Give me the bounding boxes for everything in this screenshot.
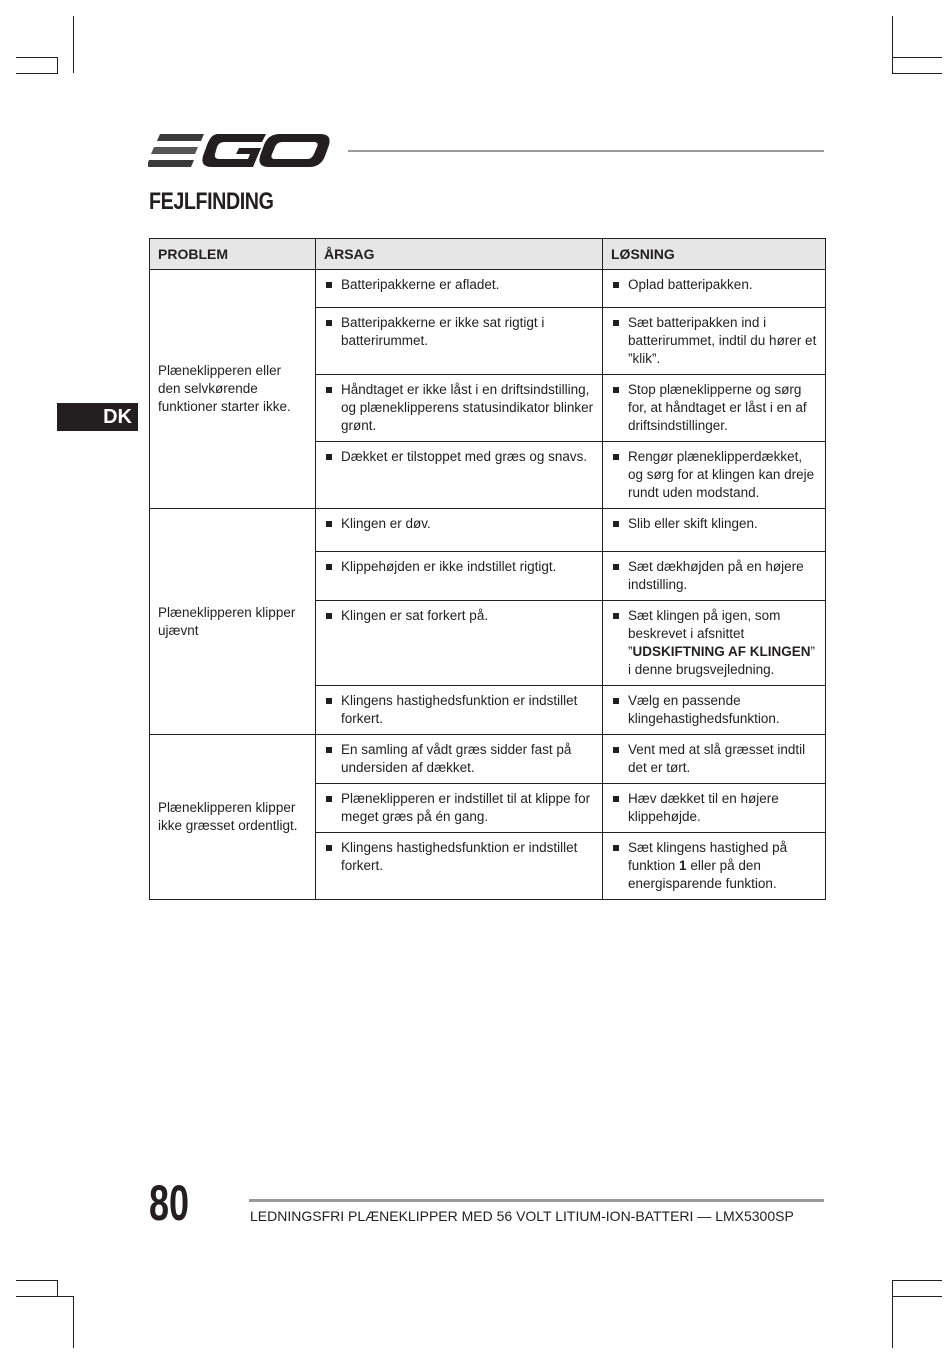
cause-text: Klingens hastighedsfunktion er indstillet forkert. — [341, 840, 578, 873]
function-number: 1 — [679, 858, 687, 873]
section-title: FEJLFINDING — [149, 188, 274, 215]
solution-cell — [603, 552, 826, 601]
bullet-icon — [326, 454, 332, 460]
problem-cell: Plæneklipperen klipper ikke græsset ordentligt. — [150, 735, 316, 900]
language-tab: DK — [57, 403, 138, 431]
bullet-icon — [326, 796, 332, 802]
bullet-icon — [613, 747, 619, 753]
cause-cell — [316, 833, 603, 900]
crop-mark — [73, 1296, 74, 1348]
bullet-icon — [326, 698, 332, 704]
troubleshooting-table-wrapper — [149, 238, 825, 900]
cause-text: Plæneklipperen er indstillet til at klippe for meget græs på én gang. — [341, 791, 591, 824]
bullet-icon — [613, 282, 619, 288]
problem-cell: Plæneklipperen klipper ujævnt — [150, 509, 316, 735]
bullet-icon — [613, 698, 619, 704]
header-cause: ÅRSAG — [316, 239, 603, 270]
crop-mark — [892, 1296, 942, 1297]
problem-cell: Plæneklipperen eller den selvkørende funktioner starter ikke. — [150, 270, 316, 509]
solution-cell — [603, 686, 826, 735]
solution-text: Sæt dækhøjden på en højere indstilling. — [628, 559, 804, 592]
bullet-icon — [613, 320, 619, 326]
header-solution: LØSNING — [603, 239, 826, 270]
cause-cell — [316, 270, 603, 308]
cause-text: Håndtaget er ikke låst i en driftsindstilling, og plæneklipperens statusindikator blinker grønt. — [341, 382, 594, 433]
solution-text-part: Sæt klingens hastighed på funktion — [628, 840, 788, 873]
cause-cell — [316, 509, 603, 552]
bullet-icon — [326, 282, 332, 288]
solution-cell — [603, 442, 826, 509]
crop-mark — [73, 16, 74, 73]
bullet-icon — [326, 564, 332, 570]
cause-text: Klippehøjden er ikke indstillet rigtigt. — [341, 559, 557, 574]
bullet-icon — [613, 521, 619, 527]
cause-cell — [316, 442, 603, 509]
bullet-icon — [613, 564, 619, 570]
bullet-icon — [326, 747, 332, 753]
solution-text: Vent med at slå græsset indtil det er tørt. — [628, 742, 806, 775]
header-rule — [348, 150, 824, 152]
manual-section-reference: UDSKIFTNING AF KLINGEN — [632, 644, 811, 659]
cause-text: En samling af vådt græs sidder fast på undersiden af dækket. — [341, 742, 572, 775]
solution-text — [628, 839, 817, 893]
solution-cell — [603, 601, 826, 686]
solution-text: Vælg en passende klingehastighedsfunktion. — [628, 693, 780, 726]
cause-text: Batteripakkerne er ikke sat rigtigt i batterirummet. — [341, 315, 545, 348]
crop-mark — [57, 1280, 58, 1297]
bullet-icon — [326, 613, 332, 619]
cause-cell — [316, 601, 603, 686]
solution-text-part: eller på den energisparende funktion. — [628, 858, 777, 891]
bullet-icon — [613, 454, 619, 460]
cause-cell — [316, 375, 603, 442]
bullet-icon — [326, 320, 332, 326]
table-row — [150, 509, 826, 552]
solution-text: Sæt batteripakken ind i batterirummet, indtil du hører et ”klik”. — [628, 315, 817, 366]
solution-cell — [603, 784, 826, 833]
cause-text: Klingen er døv. — [341, 516, 431, 531]
cause-cell — [316, 686, 603, 735]
solution-text: Stop plæneklipperne og sørg for, at håndtaget er låst i en af driftsindstillinger. — [628, 382, 807, 433]
crop-mark — [892, 57, 942, 58]
solution-cell — [603, 270, 826, 308]
crop-mark — [16, 57, 58, 58]
solution-text: Slib eller skift klingen. — [628, 516, 758, 531]
bullet-icon — [613, 387, 619, 393]
solution-cell — [603, 833, 826, 900]
cause-cell — [316, 308, 603, 375]
crop-mark — [57, 57, 58, 74]
footer-rule — [249, 1199, 824, 1202]
header-problem: PROBLEM — [150, 239, 316, 270]
bullet-icon — [326, 845, 332, 851]
solution-cell — [603, 509, 826, 552]
solution-text: Oplad batteripakken. — [628, 277, 753, 292]
solution-cell — [603, 735, 826, 784]
crop-mark — [892, 73, 942, 74]
solution-text-part: ” i denne brugsvejledning. — [628, 644, 815, 677]
table-row — [150, 735, 826, 784]
cause-cell — [316, 735, 603, 784]
solution-cell — [603, 308, 826, 375]
crop-mark — [16, 1280, 58, 1281]
solution-text — [628, 607, 817, 679]
bullet-icon — [613, 796, 619, 802]
page-number: 80 — [149, 1175, 190, 1231]
crop-mark — [16, 73, 58, 74]
solution-text-part: Sæt klingen på igen, som beskrevet i afsnittet ” — [628, 608, 781, 659]
troubleshooting-table — [149, 238, 826, 900]
cause-text: Dækket er tilstoppet med græs og snavs. — [341, 449, 588, 464]
solution-text: Rengør plæneklipperdækket, og sørg for at klingen kan dreje rundt uden modstand. — [628, 449, 815, 500]
bullet-icon — [326, 387, 332, 393]
bullet-icon — [613, 845, 619, 851]
table-row — [150, 270, 826, 308]
crop-mark — [892, 1280, 893, 1348]
cause-cell — [316, 784, 603, 833]
solution-cell — [603, 375, 826, 442]
table-header-row — [150, 239, 826, 270]
ego-logo — [148, 128, 332, 172]
cause-text: Klingen er sat forkert på. — [341, 608, 489, 623]
bullet-icon — [613, 613, 619, 619]
cause-text: Klingens hastighedsfunktion er indstillet forkert. — [341, 693, 578, 726]
crop-mark — [16, 1296, 74, 1297]
solution-text: Hæv dækket til en højere klippehøjde. — [628, 791, 779, 824]
cause-cell — [316, 552, 603, 601]
footer-title: LEDNINGSFRI PLÆNEKLIPPER MED 56 VOLT LITIUM-ION-BATTERI — LMX5300SP — [250, 1208, 794, 1224]
bullet-icon — [326, 521, 332, 527]
crop-mark — [892, 1280, 942, 1281]
crop-mark — [892, 16, 893, 73]
cause-text: Batteripakkerne er afladet. — [341, 277, 500, 292]
